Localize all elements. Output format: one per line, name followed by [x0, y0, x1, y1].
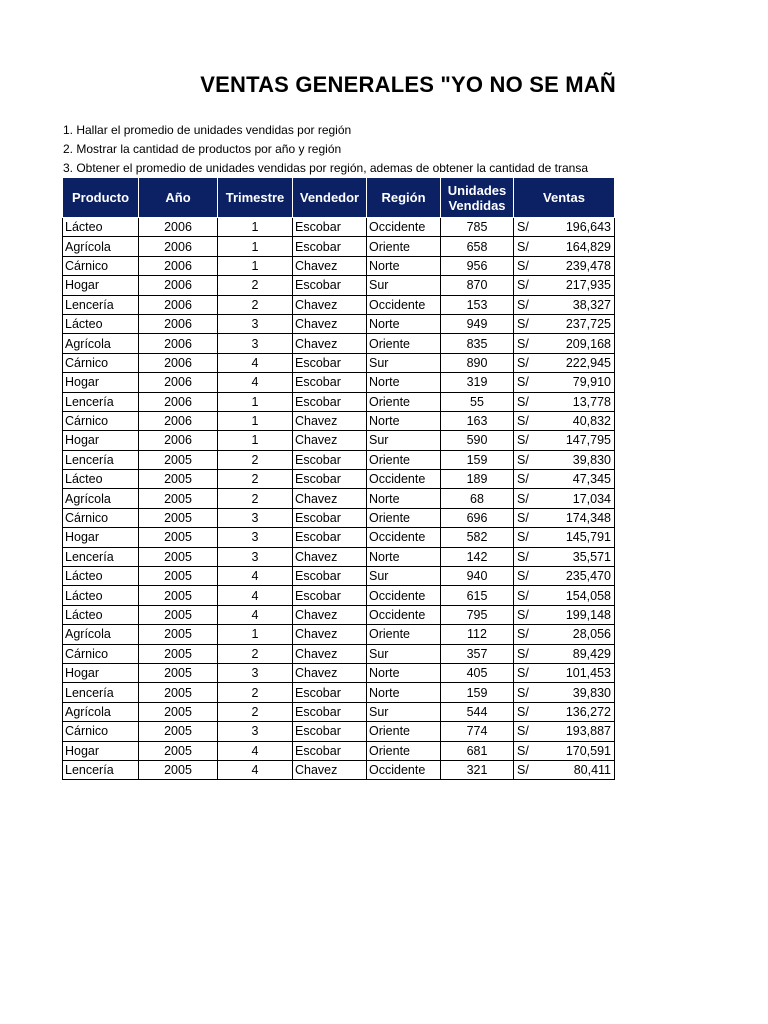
cell-producto[interactable]: Lencería: [63, 683, 139, 702]
cell-region[interactable]: Sur: [367, 431, 441, 450]
col-header-unidades-line1: Unidades: [447, 182, 507, 198]
col-header-unidades[interactable]: [441, 178, 514, 218]
cell-currency[interactable]: S/: [514, 431, 541, 450]
cell-region[interactable]: Norte: [367, 683, 441, 702]
cell-producto[interactable]: Lácteo: [63, 567, 139, 586]
table-row: [63, 508, 615, 527]
cell-producto[interactable]: Agrícola: [63, 489, 139, 508]
cell-region[interactable]: Norte: [367, 663, 441, 682]
cell-anio[interactable]: 2005: [139, 760, 218, 779]
cell-vendedor[interactable]: Escobar: [293, 567, 367, 586]
cell-anio[interactable]: 2006: [139, 314, 218, 333]
cell-currency[interactable]: S/: [514, 722, 541, 741]
cell-trimestre[interactable]: 4: [218, 373, 293, 392]
cell-region[interactable]: Sur: [367, 702, 441, 721]
table-row: [63, 411, 615, 430]
cell-unidades[interactable]: 142: [441, 547, 514, 566]
cell-ventas[interactable]: 170,591: [541, 741, 615, 760]
cell-currency[interactable]: S/: [514, 218, 541, 237]
cell-ventas[interactable]: 47,345: [541, 470, 615, 489]
cell-trimestre[interactable]: 1: [218, 431, 293, 450]
cell-currency[interactable]: S/: [514, 663, 541, 682]
cell-region[interactable]: Norte: [367, 547, 441, 566]
cell-vendedor[interactable]: Chavez: [293, 547, 367, 566]
table-row: [63, 683, 615, 702]
col-header-region[interactable]: Región: [367, 178, 441, 218]
cell-currency[interactable]: S/: [514, 644, 541, 663]
cell-unidades[interactable]: 590: [441, 431, 514, 450]
cell-region[interactable]: Occidente: [367, 605, 441, 624]
cell-producto[interactable]: Agrícola: [63, 237, 139, 256]
cell-unidades[interactable]: 774: [441, 722, 514, 741]
cell-vendedor[interactable]: Chavez: [293, 256, 367, 275]
cell-producto[interactable]: Lencería: [63, 450, 139, 469]
cell-region[interactable]: Norte: [367, 489, 441, 508]
cell-region[interactable]: Sur: [367, 276, 441, 295]
cell-ventas[interactable]: 89,429: [541, 644, 615, 663]
cell-currency[interactable]: S/: [514, 450, 541, 469]
cell-producto[interactable]: Hogar: [63, 741, 139, 760]
cell-anio[interactable]: 2006: [139, 295, 218, 314]
cell-anio[interactable]: 2005: [139, 722, 218, 741]
table-row: [63, 256, 615, 275]
page-title: [0, 72, 616, 98]
cell-anio[interactable]: 2006: [139, 373, 218, 392]
cell-producto[interactable]: Lencería: [63, 392, 139, 411]
cell-ventas[interactable]: 235,470: [541, 567, 615, 586]
cell-anio[interactable]: 2005: [139, 663, 218, 682]
cell-unidades[interactable]: 159: [441, 450, 514, 469]
cell-vendedor[interactable]: Chavez: [293, 411, 367, 430]
cell-unidades[interactable]: 696: [441, 508, 514, 527]
cell-region[interactable]: Norte: [367, 314, 441, 333]
cell-ventas[interactable]: 174,348: [541, 508, 615, 527]
table-row: [63, 741, 615, 760]
cell-producto[interactable]: Cárnico: [63, 256, 139, 275]
page-title-text: VENTAS GENERALES "YO NO SE MAÑ: [200, 72, 616, 97]
instruction-3: 3. Obtener el promedio de unidades vendidas por región, ademas de obtener la cantidad de transa: [63, 161, 589, 175]
cell-vendedor[interactable]: Chavez: [293, 314, 367, 333]
cell-vendedor[interactable]: Escobar: [293, 741, 367, 760]
cell-currency[interactable]: S/: [514, 567, 541, 586]
cell-region[interactable]: Occidente: [367, 218, 441, 237]
cell-ventas[interactable]: 193,887: [541, 722, 615, 741]
cell-ventas[interactable]: 101,453: [541, 663, 615, 682]
cell-unidades[interactable]: 321: [441, 760, 514, 779]
cell-ventas[interactable]: 199,148: [541, 605, 615, 624]
cell-producto[interactable]: Cárnico: [63, 644, 139, 663]
cell-vendedor[interactable]: Chavez: [293, 295, 367, 314]
cell-trimestre[interactable]: 1: [218, 237, 293, 256]
cell-anio[interactable]: 2005: [139, 625, 218, 644]
cell-vendedor[interactable]: Escobar: [293, 508, 367, 527]
table-row: [63, 237, 615, 256]
cell-trimestre[interactable]: 4: [218, 760, 293, 779]
sales-table: [62, 177, 615, 780]
table-row: [63, 276, 615, 295]
cell-anio[interactable]: 2006: [139, 411, 218, 430]
cell-producto[interactable]: Hogar: [63, 663, 139, 682]
cell-producto[interactable]: Lácteo: [63, 470, 139, 489]
cell-region[interactable]: Occidente: [367, 470, 441, 489]
cell-producto[interactable]: Agrícola: [63, 625, 139, 644]
table-row: [63, 314, 615, 333]
cell-anio[interactable]: 2005: [139, 528, 218, 547]
cell-ventas[interactable]: 35,571: [541, 547, 615, 566]
cell-trimestre[interactable]: 4: [218, 586, 293, 605]
table-row: [63, 644, 615, 663]
cell-anio[interactable]: 2006: [139, 431, 218, 450]
cell-ventas[interactable]: 217,935: [541, 276, 615, 295]
cell-trimestre[interactable]: 3: [218, 508, 293, 527]
cell-producto[interactable]: Lácteo: [63, 605, 139, 624]
cell-vendedor[interactable]: Escobar: [293, 392, 367, 411]
cell-trimestre[interactable]: 3: [218, 547, 293, 566]
cell-trimestre[interactable]: 2: [218, 470, 293, 489]
table-row: [63, 547, 615, 566]
cell-region[interactable]: Sur: [367, 644, 441, 663]
cell-unidades[interactable]: 870: [441, 276, 514, 295]
cell-ventas[interactable]: 39,830: [541, 683, 615, 702]
cell-vendedor[interactable]: Escobar: [293, 586, 367, 605]
cell-unidades[interactable]: 405: [441, 663, 514, 682]
cell-vendedor[interactable]: Chavez: [293, 625, 367, 644]
cell-anio[interactable]: 2005: [139, 586, 218, 605]
cell-anio[interactable]: 2005: [139, 567, 218, 586]
table-row: [63, 586, 615, 605]
cell-region[interactable]: Oriente: [367, 237, 441, 256]
col-header-unidades-line2: Vendidas: [448, 197, 506, 213]
cell-anio[interactable]: 2006: [139, 392, 218, 411]
cell-producto[interactable]: Lencería: [63, 547, 139, 566]
cell-ventas[interactable]: 17,034: [541, 489, 615, 508]
cell-ventas[interactable]: 13,778: [541, 392, 615, 411]
cell-region[interactable]: Occidente: [367, 586, 441, 605]
cell-unidades[interactable]: 835: [441, 334, 514, 353]
cell-producto[interactable]: Cárnico: [63, 722, 139, 741]
cell-vendedor[interactable]: Escobar: [293, 373, 367, 392]
cell-currency[interactable]: S/: [514, 760, 541, 779]
cell-vendedor[interactable]: Chavez: [293, 605, 367, 624]
cell-trimestre[interactable]: 2: [218, 450, 293, 469]
cell-ventas[interactable]: 38,327: [541, 295, 615, 314]
table-row: [63, 760, 615, 779]
table-row: [63, 722, 615, 741]
table-row: [63, 625, 615, 644]
cell-anio[interactable]: 2006: [139, 218, 218, 237]
cell-trimestre[interactable]: 3: [218, 528, 293, 547]
table-row: [63, 605, 615, 624]
cell-anio[interactable]: 2005: [139, 741, 218, 760]
cell-anio[interactable]: 2005: [139, 702, 218, 721]
cell-ventas[interactable]: 196,643: [541, 218, 615, 237]
table-row: [63, 295, 615, 314]
cell-anio[interactable]: 2006: [139, 256, 218, 275]
table-body: [63, 218, 615, 780]
table-row: [63, 218, 615, 237]
cell-region[interactable]: Norte: [367, 256, 441, 275]
cell-vendedor[interactable]: Escobar: [293, 218, 367, 237]
cell-trimestre[interactable]: 2: [218, 644, 293, 663]
cell-trimestre[interactable]: 3: [218, 314, 293, 333]
cell-vendedor[interactable]: Chavez: [293, 663, 367, 682]
cell-region[interactable]: Oriente: [367, 722, 441, 741]
cell-vendedor[interactable]: Chavez: [293, 334, 367, 353]
cell-region[interactable]: Sur: [367, 567, 441, 586]
cell-producto[interactable]: Hogar: [63, 431, 139, 450]
col-header-trimestre[interactable]: Trimestre: [218, 178, 293, 218]
cell-producto[interactable]: Agrícola: [63, 702, 139, 721]
cell-currency[interactable]: S/: [514, 702, 541, 721]
cell-producto[interactable]: Lácteo: [63, 586, 139, 605]
cell-producto[interactable]: Lácteo: [63, 314, 139, 333]
cell-unidades[interactable]: 582: [441, 528, 514, 547]
cell-unidades[interactable]: 956: [441, 256, 514, 275]
col-header-producto[interactable]: Producto: [63, 178, 139, 218]
cell-vendedor[interactable]: Chavez: [293, 489, 367, 508]
cell-anio[interactable]: 2005: [139, 683, 218, 702]
table-row: [63, 528, 615, 547]
cell-unidades[interactable]: 153: [441, 295, 514, 314]
cell-currency[interactable]: S/: [514, 237, 541, 256]
cell-currency[interactable]: S/: [514, 508, 541, 527]
cell-region[interactable]: Oriente: [367, 508, 441, 527]
table-row: [63, 334, 615, 353]
cell-vendedor[interactable]: Chavez: [293, 431, 367, 450]
cell-vendedor[interactable]: Escobar: [293, 237, 367, 256]
cell-trimestre[interactable]: 1: [218, 625, 293, 644]
cell-region[interactable]: Occidente: [367, 528, 441, 547]
cell-trimestre[interactable]: 2: [218, 489, 293, 508]
cell-region[interactable]: Occidente: [367, 295, 441, 314]
cell-unidades[interactable]: 68: [441, 489, 514, 508]
cell-producto[interactable]: Agrícola: [63, 334, 139, 353]
cell-unidades[interactable]: 319: [441, 373, 514, 392]
cell-trimestre[interactable]: 4: [218, 741, 293, 760]
cell-producto[interactable]: Cárnico: [63, 353, 139, 372]
cell-ventas[interactable]: 239,478: [541, 256, 615, 275]
cell-unidades[interactable]: 795: [441, 605, 514, 624]
col-header-ventas[interactable]: Ventas: [514, 178, 615, 218]
cell-unidades[interactable]: 163: [441, 411, 514, 430]
cell-ventas[interactable]: 145,791: [541, 528, 615, 547]
cell-anio[interactable]: 2006: [139, 237, 218, 256]
table-row: [63, 489, 615, 508]
cell-ventas[interactable]: 164,829: [541, 237, 615, 256]
cell-currency[interactable]: S/: [514, 547, 541, 566]
cell-producto[interactable]: Hogar: [63, 528, 139, 547]
cell-vendedor[interactable]: Escobar: [293, 528, 367, 547]
cell-anio[interactable]: 2005: [139, 605, 218, 624]
cell-anio[interactable]: 2005: [139, 489, 218, 508]
cell-currency[interactable]: S/: [514, 411, 541, 430]
cell-anio[interactable]: 2005: [139, 644, 218, 663]
cell-region[interactable]: Oriente: [367, 392, 441, 411]
cell-region[interactable]: Occidente: [367, 760, 441, 779]
cell-unidades[interactable]: 159: [441, 683, 514, 702]
cell-unidades[interactable]: 658: [441, 237, 514, 256]
cell-vendedor[interactable]: Escobar: [293, 683, 367, 702]
cell-vendedor[interactable]: Chavez: [293, 644, 367, 663]
cell-currency[interactable]: S/: [514, 256, 541, 275]
col-header-anio[interactable]: Año: [139, 178, 218, 218]
cell-ventas[interactable]: 209,168: [541, 334, 615, 353]
col-header-vendedor[interactable]: Vendedor: [293, 178, 367, 218]
cell-trimestre[interactable]: 2: [218, 276, 293, 295]
cell-currency[interactable]: S/: [514, 683, 541, 702]
table-row: [63, 353, 615, 372]
cell-unidades[interactable]: 544: [441, 702, 514, 721]
cell-trimestre[interactable]: 1: [218, 392, 293, 411]
cell-trimestre[interactable]: 3: [218, 334, 293, 353]
cell-currency[interactable]: S/: [514, 489, 541, 508]
cell-ventas[interactable]: 28,056: [541, 625, 615, 644]
cell-producto[interactable]: Lácteo: [63, 218, 139, 237]
cell-anio[interactable]: 2006: [139, 334, 218, 353]
cell-region[interactable]: Oriente: [367, 625, 441, 644]
instruction-1: 1. Hallar el promedio de unidades vendidas por región: [63, 123, 352, 137]
cell-unidades[interactable]: 189: [441, 470, 514, 489]
cell-currency[interactable]: S/: [514, 625, 541, 644]
cell-region[interactable]: Oriente: [367, 334, 441, 353]
cell-unidades[interactable]: 949: [441, 314, 514, 333]
table-row: [63, 470, 615, 489]
cell-ventas[interactable]: 154,058: [541, 586, 615, 605]
table-row: [63, 373, 615, 392]
cell-unidades[interactable]: 615: [441, 586, 514, 605]
cell-ventas[interactable]: 40,832: [541, 411, 615, 430]
cell-region[interactable]: Norte: [367, 373, 441, 392]
cell-trimestre[interactable]: 3: [218, 722, 293, 741]
cell-trimestre[interactable]: 2: [218, 683, 293, 702]
cell-unidades[interactable]: 681: [441, 741, 514, 760]
cell-producto[interactable]: Lencería: [63, 760, 139, 779]
cell-ventas[interactable]: 147,795: [541, 431, 615, 450]
cell-producto[interactable]: Cárnico: [63, 411, 139, 430]
cell-ventas[interactable]: 136,272: [541, 702, 615, 721]
cell-vendedor[interactable]: Escobar: [293, 450, 367, 469]
cell-vendedor[interactable]: Escobar: [293, 702, 367, 721]
cell-trimestre[interactable]: 1: [218, 256, 293, 275]
table-row: [63, 702, 615, 721]
cell-producto[interactable]: Hogar: [63, 373, 139, 392]
table-header-row: [63, 178, 615, 218]
cell-anio[interactable]: 2005: [139, 508, 218, 527]
cell-vendedor[interactable]: Escobar: [293, 722, 367, 741]
cell-ventas[interactable]: 237,725: [541, 314, 615, 333]
cell-currency[interactable]: S/: [514, 334, 541, 353]
cell-vendedor[interactable]: Escobar: [293, 470, 367, 489]
cell-anio[interactable]: 2005: [139, 470, 218, 489]
cell-vendedor[interactable]: Chavez: [293, 760, 367, 779]
cell-unidades[interactable]: 357: [441, 644, 514, 663]
cell-trimestre[interactable]: 2: [218, 295, 293, 314]
cell-region[interactable]: Norte: [367, 411, 441, 430]
cell-currency[interactable]: S/: [514, 392, 541, 411]
cell-trimestre[interactable]: 1: [218, 218, 293, 237]
cell-currency[interactable]: S/: [514, 741, 541, 760]
cell-vendedor[interactable]: Escobar: [293, 276, 367, 295]
cell-unidades[interactable]: 785: [441, 218, 514, 237]
cell-currency[interactable]: S/: [514, 314, 541, 333]
cell-vendedor[interactable]: Escobar: [293, 353, 367, 372]
cell-unidades[interactable]: 890: [441, 353, 514, 372]
cell-trimestre[interactable]: 4: [218, 567, 293, 586]
cell-currency[interactable]: S/: [514, 470, 541, 489]
cell-trimestre[interactable]: 2: [218, 702, 293, 721]
cell-currency[interactable]: S/: [514, 528, 541, 547]
cell-trimestre[interactable]: 4: [218, 353, 293, 372]
cell-region[interactable]: Oriente: [367, 741, 441, 760]
cell-currency[interactable]: S/: [514, 295, 541, 314]
cell-trimestre[interactable]: 3: [218, 663, 293, 682]
cell-currency[interactable]: S/: [514, 373, 541, 392]
cell-currency[interactable]: S/: [514, 353, 541, 372]
cell-ventas[interactable]: 222,945: [541, 353, 615, 372]
cell-anio[interactable]: 2006: [139, 276, 218, 295]
cell-unidades[interactable]: 940: [441, 567, 514, 586]
cell-producto[interactable]: Lencería: [63, 295, 139, 314]
table-row: [63, 392, 615, 411]
table-row: [63, 450, 615, 469]
cell-ventas[interactable]: 80,411: [541, 760, 615, 779]
cell-producto[interactable]: Hogar: [63, 276, 139, 295]
cell-producto[interactable]: Cárnico: [63, 508, 139, 527]
table-row: [63, 663, 615, 682]
cell-ventas[interactable]: 79,910: [541, 373, 615, 392]
cell-currency[interactable]: S/: [514, 605, 541, 624]
cell-currency[interactable]: S/: [514, 276, 541, 295]
cell-trimestre[interactable]: 4: [218, 605, 293, 624]
cell-anio[interactable]: 2005: [139, 547, 218, 566]
cell-region[interactable]: Sur: [367, 353, 441, 372]
table-row: [63, 567, 615, 586]
table-row: [63, 431, 615, 450]
cell-region[interactable]: Oriente: [367, 450, 441, 469]
cell-ventas[interactable]: 39,830: [541, 450, 615, 469]
cell-unidades[interactable]: 112: [441, 625, 514, 644]
cell-anio[interactable]: 2006: [139, 353, 218, 372]
instruction-2: 2. Mostrar la cantidad de productos por año y región: [63, 142, 342, 156]
cell-trimestre[interactable]: 1: [218, 411, 293, 430]
cell-anio[interactable]: 2005: [139, 450, 218, 469]
cell-unidades[interactable]: 55: [441, 392, 514, 411]
cell-currency[interactable]: S/: [514, 586, 541, 605]
